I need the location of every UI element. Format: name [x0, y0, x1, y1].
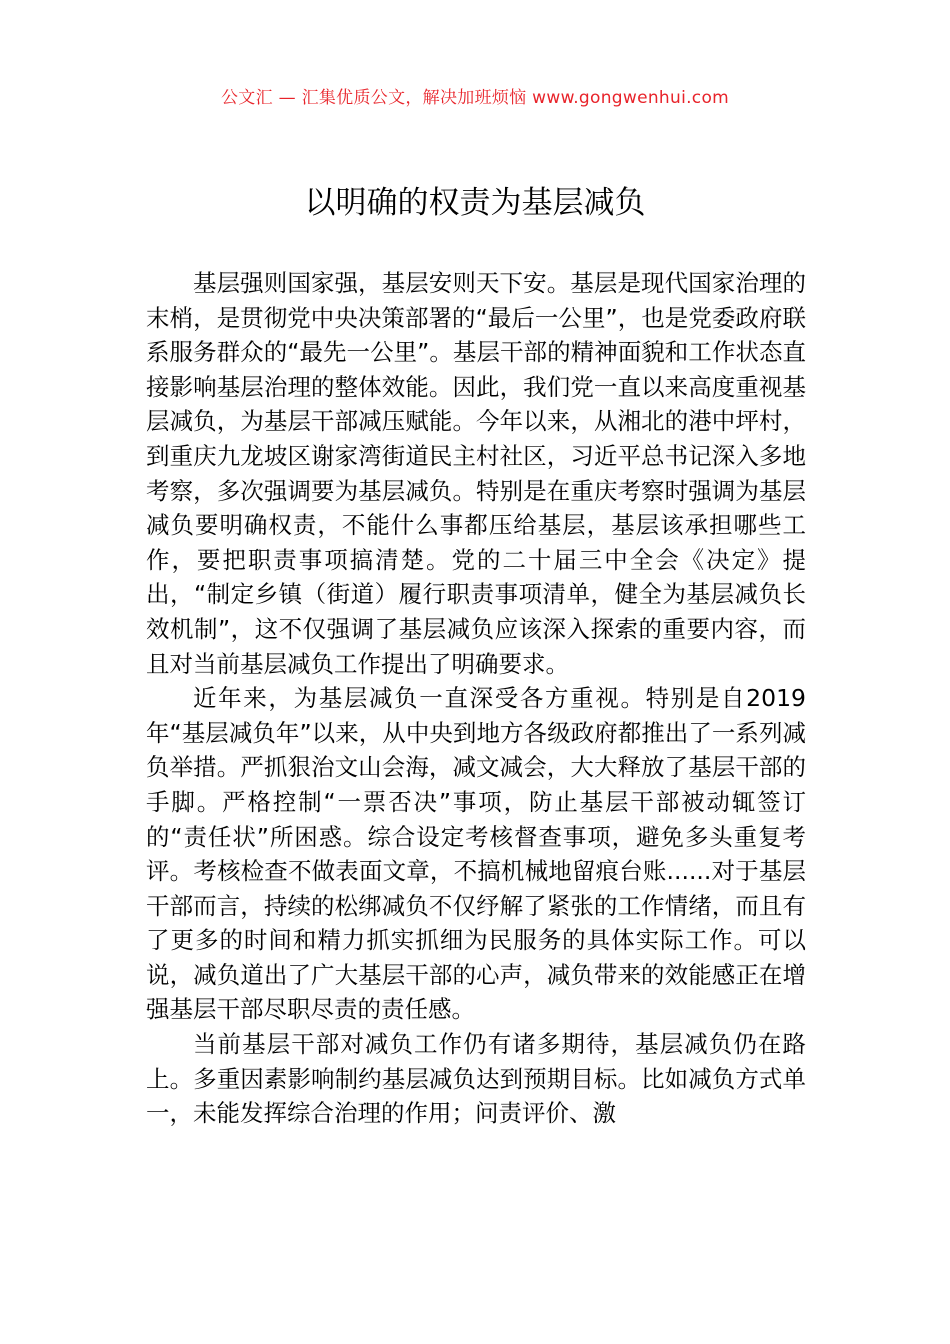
paragraph-3: 当前基层干部对减负工作仍有诸多期待，基层减负仍在路上。多重因素影响制约基层减负达到预期目标。比如减负方式单一，未能发挥综合治理的作用；问责评价、激 [146, 1030, 806, 1128]
paragraph-1: 基层强则国家强，基层安则天下安。基层是现代国家治理的末梢，是贯彻党中央决策部署的“最后一公里”，也是党委政府联系服务群众的“最先一公里”。基层干部的精神面貌和工作状态直接影响基层治理的整体效能。因此，我们党一直以来高度重视基层减负，为基层干部减压赋能。今年以来，从湘北的港中坪村，到重庆九龙坡区谢家湾街道民主村社区，习近平总书记深入多地考察，多次强调要为基层减负。特别是在重庆考察时强调为基层减负要明确权责，不能什么事都压给基层，基层该承担哪些工作，要把职责事项搞清楚。党的二十届三中全会《决定》提出，“制定乡镇（街道）履行职责事项清单，健全为基层减负长效机制”，这不仅强调了基层减负应该深入探索的重要内容，而且对当前基层减负工作提出了明确要求。 [146, 269, 806, 678]
document-title: 以明确的权责为基层减负 [304, 185, 646, 221]
paragraph-2: 近年来，为基层减负一直深受各方重视。特别是自2019年“基层减负年”以来，从中央到地方各级政府都推出了一系列减负举措。严抓狠治文山会海，减文减会，大大释放了基层干部的手脚。严格控制“一票否决”事项，防止基层干部被动辄签订的“责任状”所困惑。综合设定考核督查事项，避免多头重复考评。考核检查不做表面文章，不搞机械地留痕台账......对于基层干部而言，持续的松绑减负不仅纾解了紧张的工作情绪，而且有了更多的时间和精力抓实抓细为民服务的具体实际工作。可以说，减负道出了广大基层干部的心声，减负带来的效能感正在增强基层干部尽职尽责的责任感。 [146, 684, 806, 1024]
document-body [146, 266, 806, 1131]
header-banner: 公文汇 — 汇集优质公文，解决加班烦恼 www.gongwenhui.com [220, 88, 730, 108]
